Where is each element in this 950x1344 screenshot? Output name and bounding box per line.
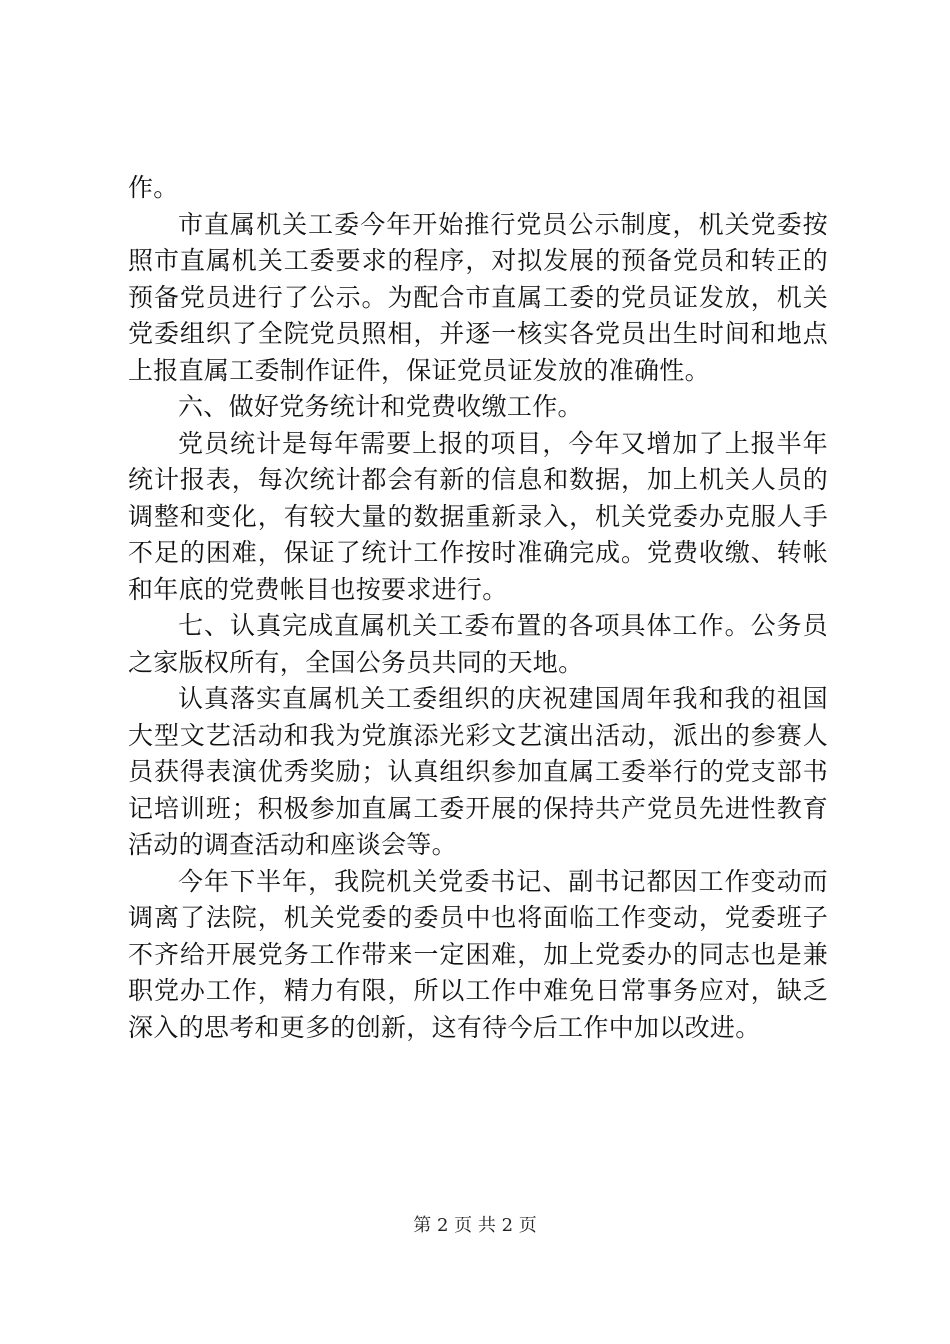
paragraph-statistics-and-fees: 党员统计是每年需要上报的项目，今年又增加了上报半年统计报表，每次统计都会有新的信息和数据，加上机关人员的调整和变化，有较大量的数据重新录入，机关党委办克服人手不足的困难，保证了统计工作按时准确完成。党费收缴、转帐和年底的党费帐目也按要求进行。 — [128, 428, 828, 604]
paragraph-continuation: 作。 — [128, 173, 179, 202]
section-heading-six: 六、做好党务统计和党费收缴工作。 — [178, 392, 583, 421]
page-footer — [0, 1214, 950, 1238]
paragraph-activities: 认真落实直属机关工委组织的庆祝建国周年我和我的祖国大型文艺活动和我为党旗添光彩文艺演出活动，派出的参赛人员获得表演优秀奖励；认真组织参加直属工委举行的党支部书记培训班；积极参加直属工委开展的保持共产党员先进性教育活动的调查活动和座谈会等。 — [128, 684, 828, 859]
section-heading-seven: 七、认真完成直属机关工委布置的各项具体工作。公务员之家版权所有，全国公务员共同的天地。 — [128, 611, 828, 677]
paragraph-party-member-disclosure: 市直属机关工委今年开始推行党员公示制度，机关党委按照市直属机关工委要求的程序，对拟发展的预备党员和转正的预备党员进行了公示。为配合市直属工委的党员证发放，机关党委组织了全院党员照相，并逐一核实各党员出生时间和地点上报直属工委制作证件，保证党员证发放的准确性。 — [128, 209, 828, 385]
page-number: 第 2 页 共 2 页 — [413, 1215, 537, 1236]
paragraph-shortcomings: 今年下半年，我院机关党委书记、副书记都因工作变动而调离了法院，机关党委的委员中也将面临工作变动，党委班子不齐给开展党务工作带来一定困难，加上党委办的同志也是兼职党办工作，精力有限，所以工作中难免日常事务应对，缺乏深入的思考和更多的创新，这有待今后工作中加以改进。 — [128, 866, 828, 1042]
document-body — [128, 170, 828, 1046]
